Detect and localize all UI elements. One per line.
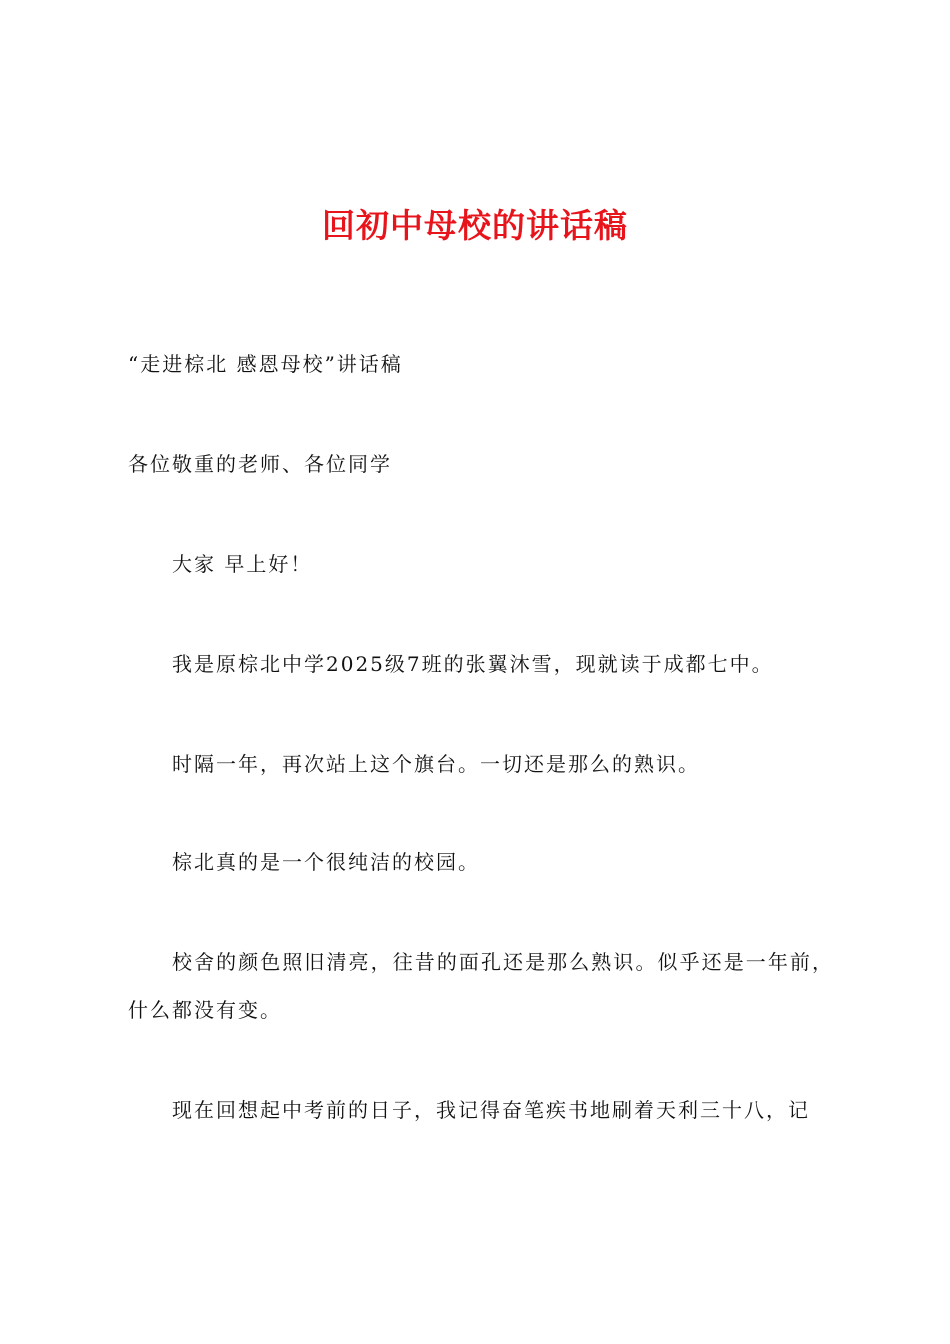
greeting: 大家 早上好！ (172, 552, 313, 576)
speech-subtitle: “走进棕北 感恩母校”讲话稿 (128, 352, 403, 376)
body-paragraph: 现在回想起中考前的日子，我记得奋笔疾书地刷着天利三十八，记 (172, 1098, 810, 1122)
body-paragraph: 棕北真的是一个很纯洁的校园。 (172, 850, 480, 874)
body-paragraph: 校舍的颜色照旧清亮，往昔的面孔还是那么熟识。似乎还是一年前，什么都没有变。 (128, 950, 834, 1022)
body-paragraph: 我是原棕北中学2025级7班的张翼沐雪，现就读于成都七中。 (172, 652, 774, 676)
salutation: 各位敬重的老师、各位同学 (128, 452, 392, 476)
body-paragraph: 时隔一年，再次站上这个旗台。一切还是那么的熟识。 (172, 752, 700, 776)
page-title: 回初中母校的讲话稿 (322, 206, 628, 245)
